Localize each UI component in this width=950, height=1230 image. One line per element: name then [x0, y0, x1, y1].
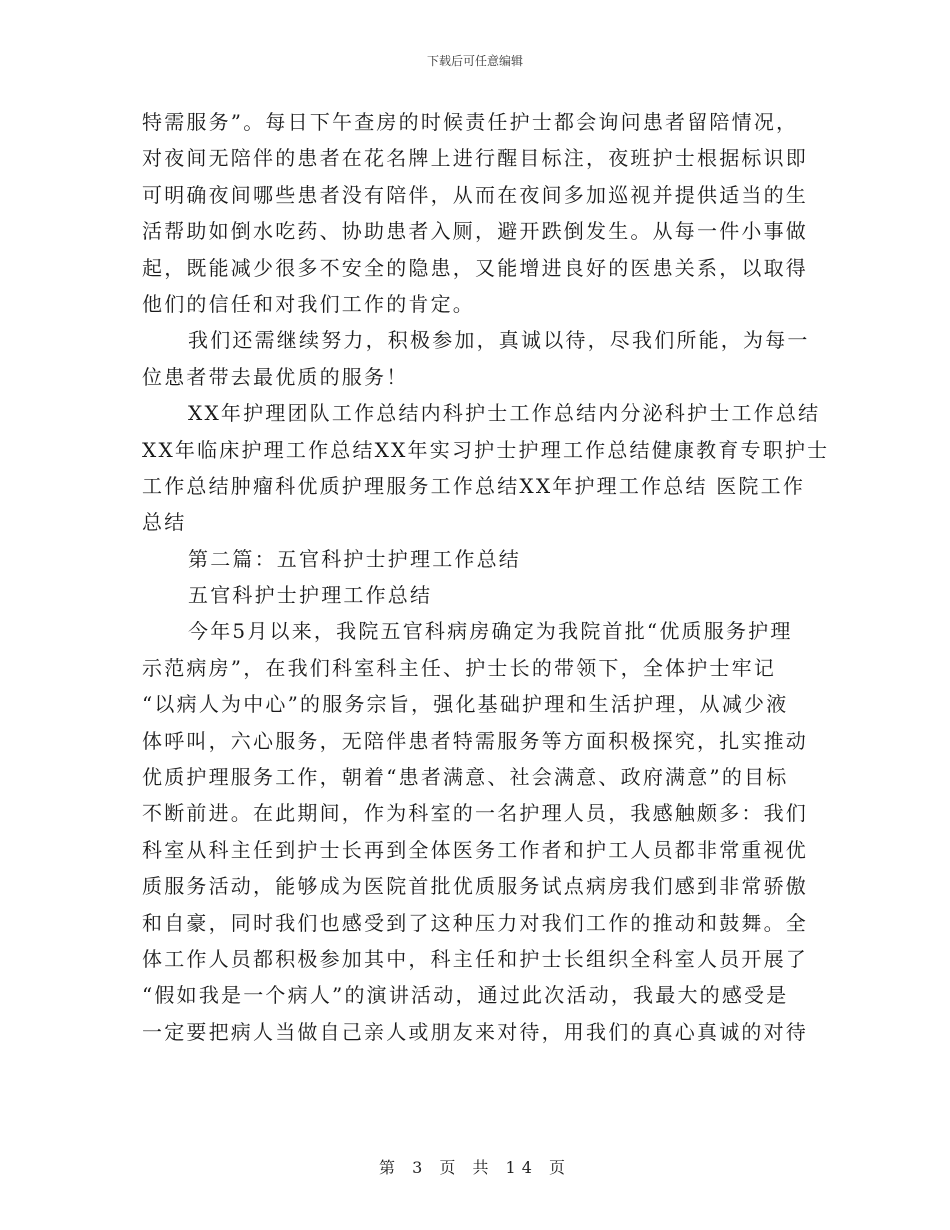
text-line: 体呼叫，六心服务，无陪伴患者特需服务等方面积极探究，扎实推动 — [142, 728, 808, 753]
document-body — [142, 104, 830, 1050]
text-line: 起，既能减少很多不安全的隐患，又能增进良好的医患关系，以取得 — [142, 255, 808, 280]
paragraph-start-line: 今年5月以来，我院五官科病房确定为我院首批“优质服务护理 — [188, 619, 793, 644]
text-line: 质服务活动，能够成为医院首批优质服务试点病房我们感到非常骄傲 — [142, 874, 808, 899]
text-line: “以病人为中心”的服务宗旨，强化基础护理和生活护理，从减少液 — [142, 692, 789, 717]
page-header: 下载后可任意编辑 — [426, 54, 523, 68]
text-line: 优质护理服务工作，朝着“患者满意、社会满意、政府满意”的目标 — [142, 765, 789, 790]
text-line: 和自豪，同时我们也感受到了这种压力对我们工作的推动和鼓舞。全 — [142, 910, 808, 935]
text-line: “假如我是一个病人”的演讲活动，通过此次活动，我最大的感受是 — [142, 983, 789, 1008]
text-line: 特需服务”。每日下午查房的时候责任护士都会询问患者留陪情况， — [142, 110, 799, 134]
text-line: 总结 — [142, 510, 187, 535]
text-line: 一定要把病人当做自己亲人或朋友来对待，用我们的真心真诚的对待 — [142, 1019, 808, 1044]
text-line: 他们的信任和对我们工作的肯定。 — [142, 291, 475, 316]
text-line: 不断前进。在此期间，作为科室的一名护理人员，我感触颇多：我们 — [142, 801, 808, 826]
section-heading: 第二篇：五官科护士护理工作总结 — [188, 546, 521, 571]
page-number: 第 3 页 共 14 页 — [379, 1158, 571, 1177]
paragraph-start-line: 我们还需继续努力，积极参加，真诚以待，尽我们所能，为每一 — [188, 328, 810, 353]
text-line: 活帮助如倒水吃药、协助患者入厕，避开跌倒发生。从每一件小事做 — [142, 219, 808, 244]
article-title: 五官科护士护理工作总结 — [188, 583, 433, 608]
text-line: 对夜间无陪伴的患者在花名牌上进行醒目标注，夜班护士根据标识即 — [142, 146, 808, 171]
text-line: XX年临床护理工作总结XX年实习护士护理工作总结健康教育专职护士 — [142, 437, 830, 462]
paragraph-start-line: XX年护理团队工作总结内科护士工作总结内分泌科护士工作总结 — [188, 401, 821, 426]
text-line: 位患者带去最优质的服务！ — [142, 364, 409, 389]
text-line: 科室从科主任到护士长再到全体医务工作者和护工人员都非常重视优 — [142, 837, 808, 862]
text-line: 示范病房”，在我们科室科主任、护士长的带领下，全体护士牢记 — [142, 655, 777, 680]
text-line: 工作总结肿瘤科优质护理服务工作总结XX年护理工作总结 医院工作 — [142, 473, 806, 498]
text-line: 可明确夜间哪些患者没有陪伴，从而在夜间多加巡视并提供适当的生 — [142, 182, 808, 207]
text-line: 体工作人员都积极参加其中，科主任和护士长组织全科室人员开展了 — [142, 946, 808, 971]
